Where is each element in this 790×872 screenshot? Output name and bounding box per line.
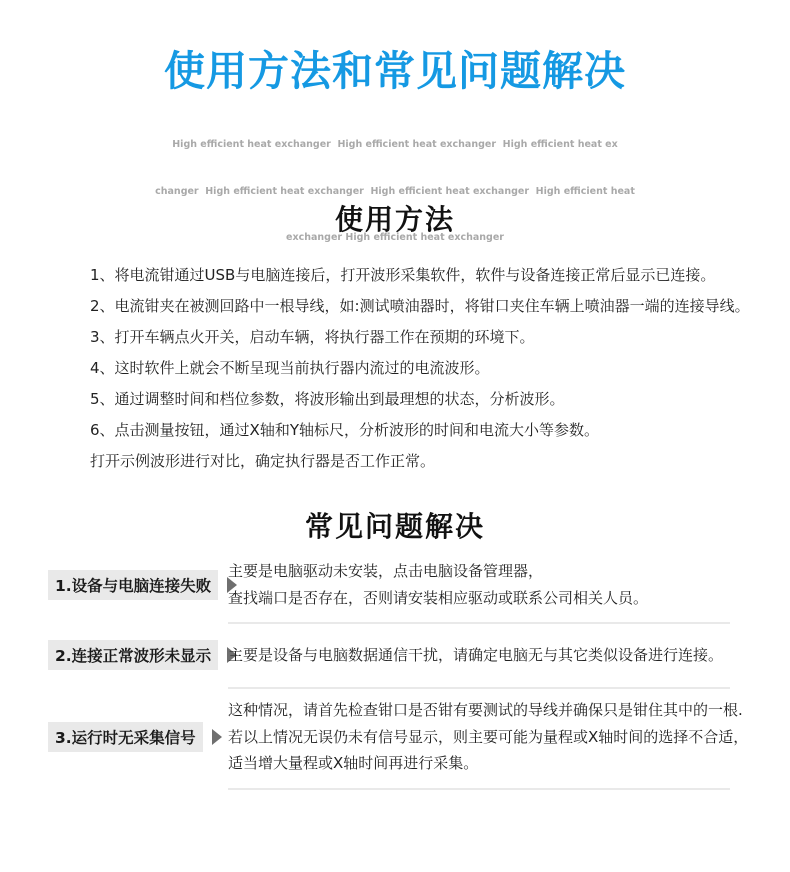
- faq-label-column: [48, 640, 226, 670]
- faq-answer-line: 查找端口是否存在，否则请安装相应驱动或联系公司相关人员。: [228, 588, 649, 607]
- usage-step-6: 6、点击测量按钮，通过X轴和Y轴标尺，分析波形的时间和电流大小等参数。: [90, 421, 599, 439]
- watermark-line: changer High efficient heat exchanger High efficient heat exchanger High efficient heat: [155, 185, 635, 197]
- usage-step-1: 1、将电流钳通过USB与电脑连接后，打开波形采集软件，软件与设备连接正常后显示已连接。: [90, 266, 716, 284]
- faq-label-column: [48, 570, 226, 600]
- usage-step-5: 5、通过调整时间和档位参数，将波形输出到最理想的状态，分析波形。: [90, 390, 565, 408]
- faq-item-no-waveform-displayed: [0, 624, 790, 676]
- usage-section-heading: 使用方法: [334, 203, 455, 236]
- watermark-line: exchanger High efficient heat exchanger: [286, 232, 504, 243]
- faq-label: 1.设备与电脑连接失败: [48, 570, 218, 600]
- faq-answer: [228, 642, 790, 669]
- usage-step-3: 3、打开车辆点火开关，启动车辆，将执行器工作在预期的环境下。: [90, 328, 535, 346]
- usage-step-2: 2、电流钳夹在被测回路中一根导线，如:测试喷油器时，将钳口夹住车辆上喷油器一端的连接导线。: [90, 297, 750, 315]
- faq-list: [0, 552, 790, 790]
- faq-answer-line: 主要是设备与电脑数据通信干扰，请确定电脑无与其它类似设备进行连接。: [228, 645, 724, 664]
- watermark-text: [0, 106, 790, 277]
- faq-answer-line: 这种情况，请首先检查钳口是否钳有要测试的导线并确保只是钳住其中的一根.: [228, 701, 743, 719]
- faq-label: 2.连接正常波形未显示: [48, 640, 218, 670]
- arrow-right-icon: [212, 729, 222, 745]
- usage-steps-list: [90, 260, 754, 477]
- faq-item-no-capture-signal: [0, 689, 790, 777]
- faq-answer-line: 主要是电脑驱动未安装，点击电脑设备管理器，: [228, 562, 544, 580]
- faq-answer-line: 适当增大量程或X轴时间再进行采集。: [228, 754, 479, 772]
- watermark-line: High efficient heat exchanger High efficient heat exchanger High efficient heat ex: [172, 139, 618, 150]
- faq-answer: [228, 558, 790, 611]
- faq-label-column: [48, 722, 226, 752]
- usage-note: 打开示例波形进行对比，确定执行器是否工作正常。: [90, 452, 436, 470]
- faq-answer-line: 若以上情况无误仍未有信号显示，则主要可能为量程或X轴时间的选择不合适，: [228, 727, 749, 746]
- page-title: 使用方法和常见问题解决: [164, 47, 626, 95]
- faq-item-device-connection-failed: [0, 552, 790, 611]
- divider: [228, 788, 730, 790]
- faq-section-heading: 常见问题解决: [304, 510, 485, 543]
- faq-label: 3.运行时无采集信号: [48, 722, 203, 752]
- usage-step-4: 4、这时软件上就会不断呈现当前执行器内流过的电流波形。: [90, 359, 490, 377]
- faq-answer: [228, 697, 790, 777]
